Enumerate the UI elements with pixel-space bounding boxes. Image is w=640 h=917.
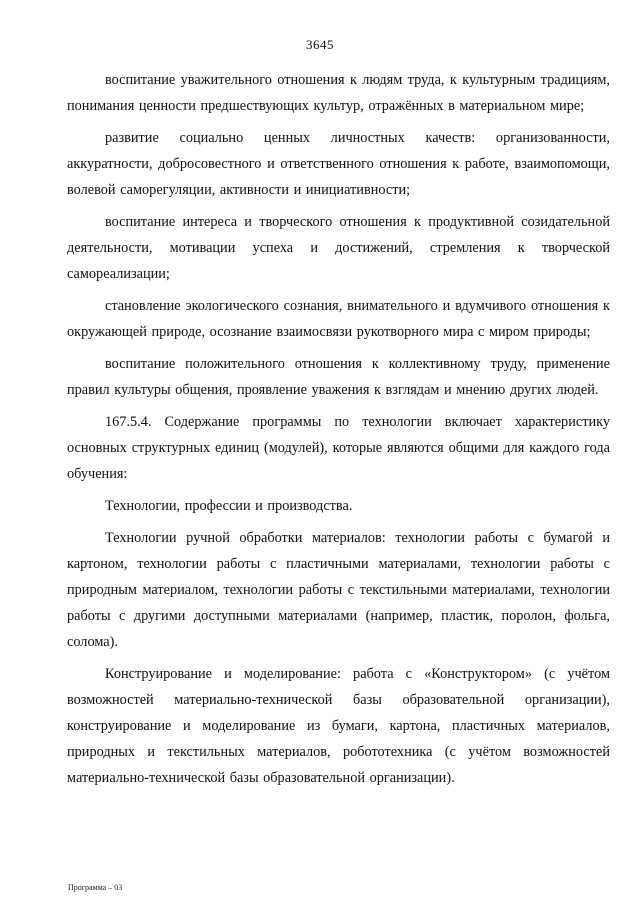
paragraph-ecological-awareness: становление экологического сознания, внимательного и вдумчивого отношения к окружающей природе, осознание взаимосвязи рукотворного мира с миром природы;	[67, 298, 610, 340]
document-body	[67, 67, 610, 797]
paragraph-creative-interest: воспитание интереса и творческого отношения к продуктивной созидательной деятельности, мотивации успеха и достижений, стремления к творческой самореализации;	[67, 214, 610, 282]
paragraph-construction-modeling: Конструирование и моделирование: работа с «Конструктором» (с учётом возможностей материально-технической базы образовательной организации), конструирование и моделирование из бумаги, картона, пластичных материалов, природных и текстильных материалов, робототехника (с учётом возможностей материально-технической базы образовательной организации).	[67, 666, 610, 786]
paragraph-technologies-professions: Технологии, профессии и производства.	[105, 498, 353, 514]
paragraph-program-content: 167.5.4. Содержание программы по технологии включает характеристику основных структурных единиц (модулей), которые являются общими для каждого года обучения:	[67, 414, 610, 482]
paragraph-personal-qualities: развитие социально ценных личностных качеств: организованности, аккуратности, добросовестного и ответственного отношения к работе, взаимопомощи, волевой саморегуляции, активности и инициативности;	[67, 130, 610, 198]
paragraph-collective-work: воспитание положительного отношения к коллективному труду, применение правил культуры общения, проявление уважения к взглядам и мнению других людей.	[67, 356, 610, 398]
page-footer: Программа – 03	[68, 883, 123, 892]
paragraph-manual-processing: Технологии ручной обработки материалов: технологии работы с бумагой и картоном, технологии работы с пластичными материалами, технологии работы с природным материалом, технологии работы с текстильными материалами, технологии работы с другими доступными материалами (например, пластик, поролон, фольга, солома).	[67, 530, 610, 650]
paragraph-respect-for-labor: воспитание уважительного отношения к людям труда, к культурным традициям, понимания ценности предшествующих культур, отражённых в материальном мире;	[67, 72, 610, 114]
page-number: 3645	[306, 37, 334, 52]
